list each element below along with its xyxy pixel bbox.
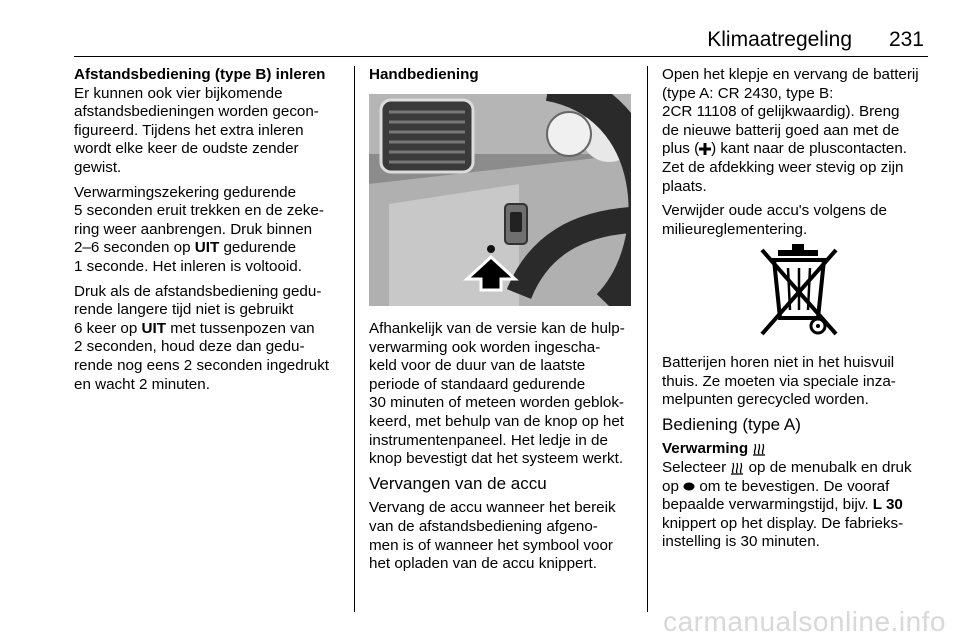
col1-paragraph-3: Druk als de afstandsbediening gedu- rende langere tijd niet is gebruikt 6 keer op UIT met tussenpozen van 2 seconden, houd deze dan gedu- rende nog eens 2 seconden ingedrukt en wacht 2 minuten.	[74, 282, 330, 393]
col3-paragraph-4: Selecteer op de menubalk en druk op om te bevestigen. De vooraf bepaalde verwarmingstijd, bijv. L 30 knippert op het display. De fabrieks- instelling is 30 minuten.	[662, 458, 912, 551]
heating-icon	[730, 461, 744, 475]
col2-paragraph-2: Vervang de accu wanneer het bereik van de afstandsbediening afgeno- men is of wanneer het symbool voor het opladen van de accu knippert.	[369, 499, 616, 573]
column-divider-1	[354, 66, 355, 612]
column-2	[369, 66, 639, 91]
col1-paragraph-2: Verwarmingszekering gedurende 5 seconden eruit trekken en de zeke- ring weer aanbrengen. Druk binnen 2–6 seconden op UIT gedurende 1 seconde. Het inleren is voltooid.	[74, 183, 324, 275]
col2-paragraph-1: Afhankelijk van de versie kan de hulp- verwarming ook worden ingescha- keld voor de duur van de laatste periode of standaard gedurende 30 minuten of meteen worden geblok- keerd, met behulp van de knop op het instrumentenpaneel. Het ledje in de knop bevestigt dat het systeem werkt.	[369, 320, 625, 468]
section-heading-manual: Handbediening	[369, 66, 479, 83]
column-divider-2	[647, 66, 648, 612]
heating-icon	[752, 442, 766, 456]
col1-paragraph-1: Er kunnen ook vier bijkomende afstandsbedieningen worden gecon- figureerd. Tijdens het extra inleren wordt elke keer de oudste zender gewist.	[74, 84, 319, 176]
col3-subheading-heating: Verwarming	[662, 440, 928, 459]
col3-paragraph-3: Batterijen horen niet in het huisvuil thuis. Ze moeten via speciale inza- melpunten gerecycled worden.	[662, 354, 896, 409]
section-heading-battery: Vervangen van de accu	[369, 473, 547, 493]
crossed-bin-icon	[756, 244, 842, 340]
column-3	[662, 66, 928, 245]
plus-icon	[699, 143, 711, 155]
dashboard-photo	[369, 94, 631, 306]
confirm-button-icon	[683, 482, 695, 491]
page-header	[0, 28, 960, 58]
column-3-lower	[662, 354, 928, 558]
section-heading-operation: Bediening (type A)	[662, 414, 801, 434]
col3-paragraph-1: Open het klepje en vervang de batterij (type A: CR 2430, type B: 2CR 11108 of gelijkwaardig). Breng de nieuwe batterij goed aan met de plus ( ) kant naar de pluscontacten. Zet de afdekking weer stevig op zijn plaats.	[662, 66, 919, 195]
watermark: carmanualsonline.info	[663, 606, 946, 637]
page-number: 231	[888, 28, 924, 51]
dashboard-illustration	[369, 94, 631, 306]
header-rule	[74, 56, 928, 57]
col3-paragraph-2: Verwijder oude accu's volgens de milieureglementering.	[662, 202, 887, 238]
section-heading-remote-learn: Afstandsbediening (type B) inleren	[74, 66, 326, 83]
page-title: Klimaatregeling	[707, 28, 852, 51]
column-2-lower	[369, 320, 639, 580]
column-1	[74, 66, 344, 400]
